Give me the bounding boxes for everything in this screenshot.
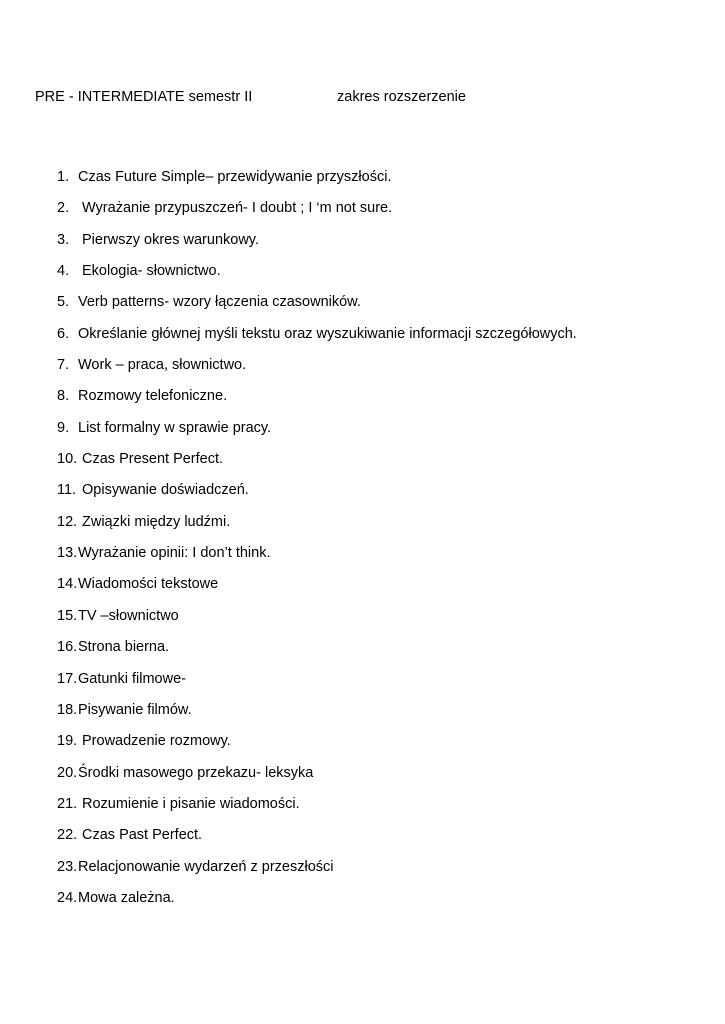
topic-number: 22. [57,827,78,844]
topic-number: 12. [57,513,78,530]
topic-number: 11. [57,482,77,499]
topic-text: Verb patterns- wzory łączenia czasowników. [78,294,361,311]
topic-item [0,449,725,480]
topic-number: 23. [57,858,78,875]
topic-number: 1. [57,169,70,185]
topic-item [0,167,725,198]
topic-item [0,292,725,323]
topic-item [0,261,725,292]
topic-item [0,198,725,229]
topic-number: 3. [57,231,70,248]
topic-text: Czas Past Perfect. [82,827,203,844]
topic-number: 18. [57,701,78,718]
topic-item [0,512,725,543]
topic-text: Rozmowy telefoniczne. [78,388,228,405]
topic-item [0,324,725,355]
topic-text: Wyrażanie opinii: I don’t think. [78,545,271,562]
topic-item [0,857,725,888]
topic-number: 2. [57,200,70,217]
topic-number: 19. [57,733,78,750]
topic-item [0,574,725,605]
topic-text: List formalny w sprawie pracy. [78,419,272,436]
topic-text: Mowa zależna. [78,889,175,906]
topic-text: Opisywanie doświadczeń. [82,482,249,499]
topic-item [0,606,725,637]
topic-number: 24. [57,889,78,906]
topic-number: 6. [57,325,70,342]
topic-text: Strona bierna. [78,639,170,656]
topic-item [0,230,725,261]
topic-item [0,480,725,511]
topic-item [0,731,725,762]
topic-number: 10. [57,451,78,468]
topic-item [0,637,725,668]
topic-number: 14. [57,576,78,593]
topic-item [0,700,725,731]
topic-text: Prowadzenie rozmowy. [82,733,231,750]
document-header [35,87,695,107]
topic-text: Pisywanie filmów. [78,701,192,718]
topic-item [0,669,725,700]
topic-text: Ekologia- słownictwo. [82,263,221,280]
topic-text: Pierwszy okres warunkowy. [82,231,260,248]
topic-item [0,794,725,825]
topic-list [0,167,725,919]
topic-number: 13. [57,545,78,562]
topic-text: Czas Future Simple– przewidywanie przyszłości. [78,169,392,185]
topic-text: Określanie głównej myśli tekstu oraz wyszukiwanie informacji szczegółowych. [78,325,577,342]
topic-number: 5. [57,294,70,311]
topic-text: Związki między ludźmi. [82,513,231,530]
course-scope-label: zakres rozszerzenie [337,89,466,105]
topic-item [0,888,725,919]
topic-text: Czas Present Perfect. [82,451,224,468]
topic-item [0,418,725,449]
topic-text: Gatunki filmowe- [78,670,186,687]
topic-text: Wyrażanie przypuszczeń- I doubt ; I ‘m not sure. [82,200,393,217]
topic-item [0,763,725,794]
topic-text: Rozumienie i pisanie wiadomości. [82,795,300,812]
topic-number: 8. [57,388,70,405]
topic-text: Work – praca, słownictwo. [78,357,247,374]
topic-number: 15. [57,607,78,624]
topic-number: 20. [57,764,78,781]
topic-number: 21. [57,795,78,812]
topic-number: 16. [57,639,78,656]
topic-item [0,355,725,386]
topic-number: 4. [57,263,70,280]
topic-number: 7. [57,357,70,374]
topic-text: TV –słownictwo [78,607,179,624]
topic-number: 17. [57,670,78,687]
topic-text: Środki masowego przekazu- leksyka [78,764,314,781]
topic-text: Wiadomości tekstowe [78,576,219,593]
topic-item [0,543,725,574]
topic-text: Relacjonowanie wydarzeń z przeszłości [78,858,334,875]
course-level-label: PRE - INTERMEDIATE semestr II [35,89,253,105]
topic-item [0,825,725,856]
topic-item [0,386,725,417]
topic-number: 9. [57,419,70,436]
